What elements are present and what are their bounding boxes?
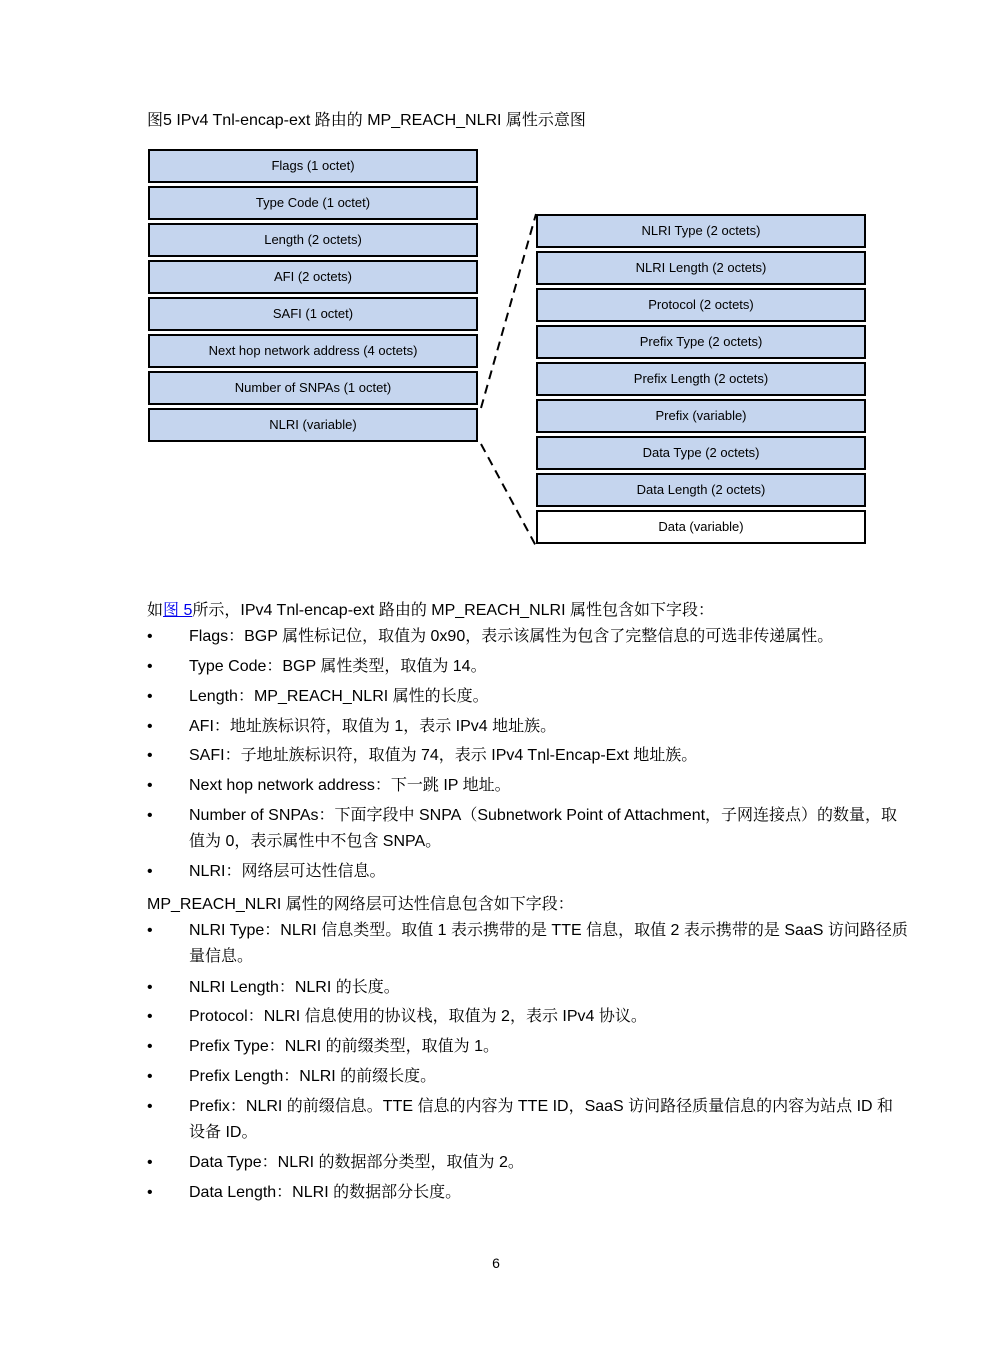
field-safi: SAFI (1 octet) xyxy=(148,297,478,331)
list-item-text: AFI：地址族标识符，取值为 1，表示 IPv4 地址族。 xyxy=(189,718,557,735)
connector-bottom-dashed-line xyxy=(481,444,536,546)
list-item-text: Prefix Type：NLRI 的前缀类型，取值为 1。 xyxy=(189,1038,499,1055)
list-item-text: Data Length：NLRI 的数据部分长度。 xyxy=(189,1184,462,1201)
bullet-icon: • xyxy=(147,1008,153,1025)
list-item-text: Data Type：NLRI 的数据部分类型，取值为 2。 xyxy=(189,1154,524,1171)
list-item-text: Type Code：BGP 属性类型，取值为 14。 xyxy=(189,658,487,675)
connector-top-dashed-line xyxy=(481,214,536,408)
bullet-icon: • xyxy=(147,628,153,645)
field-prefix-length: Prefix Length (2 octets) xyxy=(536,362,866,396)
field-data: Data (variable) xyxy=(536,510,866,544)
bullet-icon: • xyxy=(147,1038,153,1055)
list-item-text: Protocol：NLRI 信息使用的协议栈，取值为 2，表示 IPv4 协议。 xyxy=(189,1008,647,1025)
field-next-hop: Next hop network address (4 octets) xyxy=(148,334,478,368)
list-item-text: Length：MP_REACH_NLRI 属性的长度。 xyxy=(189,688,489,705)
list-item-text: Prefix Length：NLRI 的前缀长度。 xyxy=(189,1068,437,1085)
list-item-text: Prefix：NLRI 的前缀信息。TTE 信息的内容为 TTE ID，SaaS 访问路径质量信息的内容为站点 ID 和设备 ID。 xyxy=(189,1098,894,1141)
list-item-text: NLRI Type：NLRI 信息类型。取值 1 表示携带的是 TTE 信息，取值 2 表示携带的是 SaaS 访问路径质量信息。 xyxy=(189,922,908,965)
list-item-text: SAFI：子地址族标识符，取值为 74，表示 IPv4 Tnl-Encap-Ext 地址族。 xyxy=(189,747,698,764)
bullet-icon: • xyxy=(147,1154,153,1171)
intro-prefix: 如 xyxy=(147,602,164,619)
list-item-text: NLRI Length：NLRI 的长度。 xyxy=(189,979,400,996)
page-number: 6 xyxy=(492,1255,500,1271)
field-length: Length (2 octets) xyxy=(148,223,478,257)
bullet-icon: • xyxy=(147,718,153,735)
list-item-text: NLRI：网络层可达性信息。 xyxy=(189,863,386,880)
bullet-icon: • xyxy=(147,979,153,996)
field-prefix-type: Prefix Type (2 octets) xyxy=(536,325,866,359)
field-data-length: Data Length (2 octets) xyxy=(536,473,866,507)
field-prefix: Prefix (variable) xyxy=(536,399,866,433)
figure-5-link[interactable]: 图 5 xyxy=(163,602,193,619)
figure-caption: 图5 IPv4 Tnl-encap-ext 路由的 MP_REACH_NLRI 属性示意图 xyxy=(147,112,586,129)
field-protocol: Protocol (2 octets) xyxy=(536,288,866,322)
bullet-icon: • xyxy=(147,747,153,764)
bullet-icon: • xyxy=(147,1068,153,1085)
list-item-text: Flags：BGP 属性标记位，取值为 0x90，表示该属性为包含了完整信息的可选非传递属性。 xyxy=(189,628,834,645)
field-nlri-length: NLRI Length (2 octets) xyxy=(536,251,866,285)
field-data-type: Data Type (2 octets) xyxy=(536,436,866,470)
field-nlri: NLRI (variable) xyxy=(148,408,478,442)
intro-paragraph xyxy=(147,597,714,620)
bullet-icon: • xyxy=(147,863,153,880)
bullet-icon: • xyxy=(147,922,153,939)
intro-suffix: 所示，IPv4 Tnl-encap-ext 路由的 MP_REACH_NLRI 属性包含如下字段： xyxy=(192,602,714,619)
bullet-icon: • xyxy=(147,777,153,794)
bullet-icon: • xyxy=(147,1098,153,1115)
field-type-code: Type Code (1 octet) xyxy=(148,186,478,220)
bullet-icon: • xyxy=(147,807,153,824)
bullet-icon: • xyxy=(147,1184,153,1201)
mp-reach-nlri-diagram xyxy=(0,0,992,600)
field-afi: AFI (2 octets) xyxy=(148,260,478,294)
bullet-icon: • xyxy=(147,658,153,675)
field-flags: Flags (1 octet) xyxy=(148,149,478,183)
field-number-of-snpas: Number of SNPAs (1 octet) xyxy=(148,371,478,405)
bullet-icon: • xyxy=(147,688,153,705)
list-item-text: Next hop network address：下一跳 IP 地址。 xyxy=(189,777,511,794)
list-item-text: Number of SNPAs：下面字段中 SNPA（Subnetwork Point of Attachment，子网连接点）的数量，取值为 0，表示属性中不包含 SNPA。 xyxy=(189,807,898,850)
field-nlri-type: NLRI Type (2 octets) xyxy=(536,214,866,248)
nlri-paragraph: MP_REACH_NLRI 属性的网络层可达性信息包含如下字段： xyxy=(147,896,574,913)
